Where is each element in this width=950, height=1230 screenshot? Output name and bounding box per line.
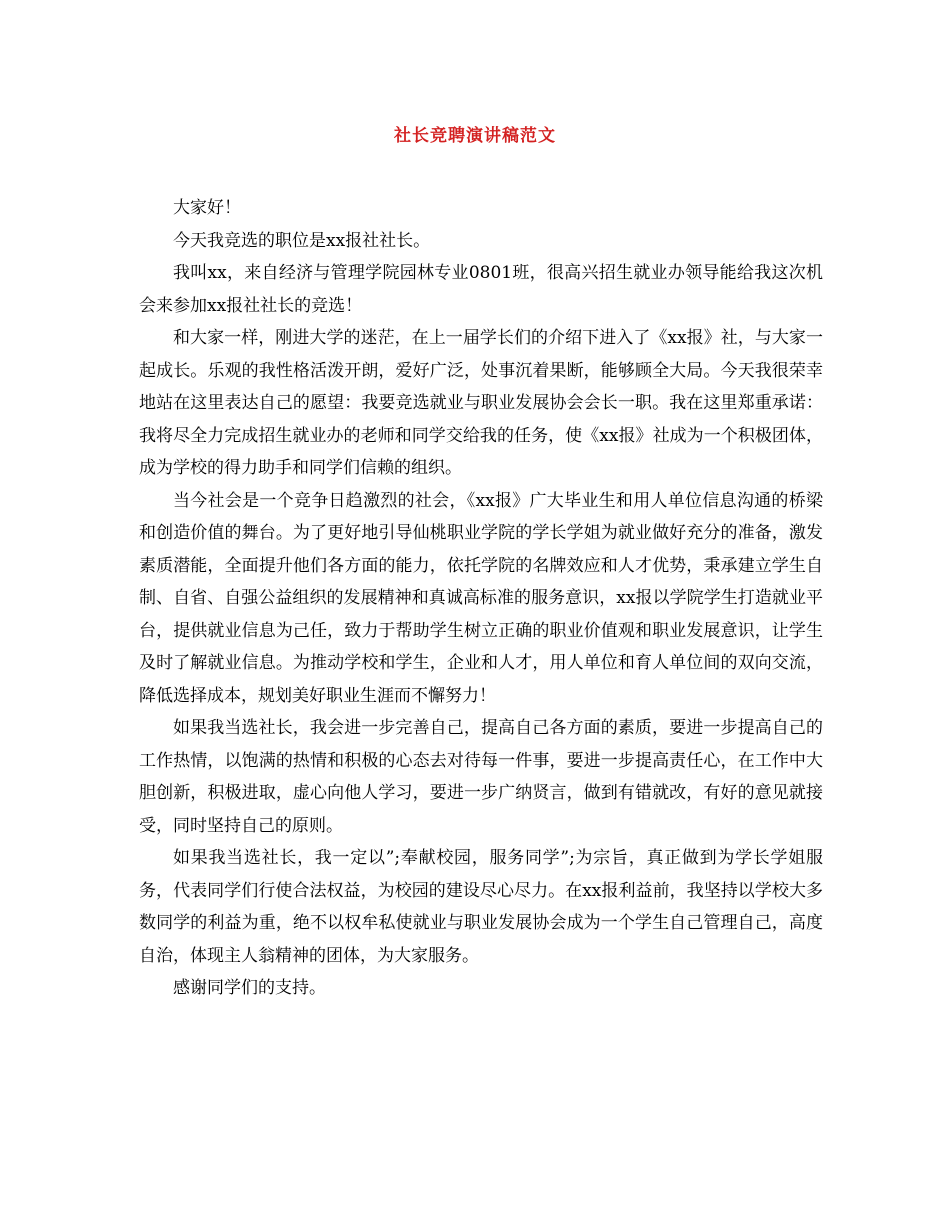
paragraph-commitment: 如果我当选社长，我会进一步完善自己，提高自己各方面的素质，要进一步提高自己的工作热情，以饱满的热情和积极的心态去对待每一件事，要进一步提高责任心，在工作中大胆创新，积极进取，虚心向他人学习，要进一步广纳贤言，做到有错就改，有好的意见就接受，同时坚持自己的原则。	[139, 718, 823, 836]
paragraph-introduction: 我叫xx，来自经济与管理学院园林专业0801班，很高兴招生就业办领导能给我这次机会来参加xx报社社长的竞选！	[139, 263, 823, 316]
paragraph-greeting: 大家好！	[173, 198, 241, 218]
paragraph-position: 今天我竞选的职位是xx报社社长。	[173, 230, 431, 251]
paragraph-thanks: 感谢同学们的支持。	[173, 978, 326, 998]
paragraph-society: 当今社会是一个竞争日趋激烈的社会，《xx报》广大毕业生和用人单位信息沟通的桥梁和创造价值的舞台。为了更好地引导仙桃职业学院的学长学姐为就业做好充分的准备，激发素质潜能，全面提升他们各方面的能力，依托学院的名牌效应和人才优势，秉承建立学生自制、自省、自强公益组织的发展精神和真诚高标准的服务意识，xx报以学院学生打造就业平台，提供就业信息为己任，致力于帮助学生树立正确的职业价值观和职业发展意识，让学生及时了解就业信息。为推动学校和学生，企业和人才，用人单位和育人单位间的双向交流，降低选择成本，规划美好职业生涯而不懈努力！	[139, 490, 823, 706]
paragraph-background: 和大家一样，刚进大学的迷茫，在上一届学长们的介绍下进入了《xx报》社，与大家一起成长。乐观的我性格活泼开朗，爱好广泛，处事沉着果断，能够顾全大局。今天我很荣幸地站在这里表达自己的愿望：我要竞选就业与职业发展协会会长一职。我在这里郑重承诺：我将尽全力完成招生就业办的老师和同学交给我的任务，使《xx报》社成为一个积极团体，成为学校的得力助手和同学们信赖的组织。	[139, 328, 823, 478]
document-body	[139, 192, 823, 1005]
document-title: 社长竞聘演讲稿范文	[394, 126, 556, 146]
paragraph-service: 如果我当选社长，我一定以”;奉献校园，服务同学”;为宗旨，真正做到为学长学姐服务，代表同学们行使合法权益，为校园的建设尽心尽力。在xx报利益前，我坚持以学校大多数同学的利益为重，绝不以权牟私使就业与职业发展协会成为一个学生自己管理自己，高度自治，体现主人翁精神的团体，为大家服务。	[139, 848, 823, 966]
